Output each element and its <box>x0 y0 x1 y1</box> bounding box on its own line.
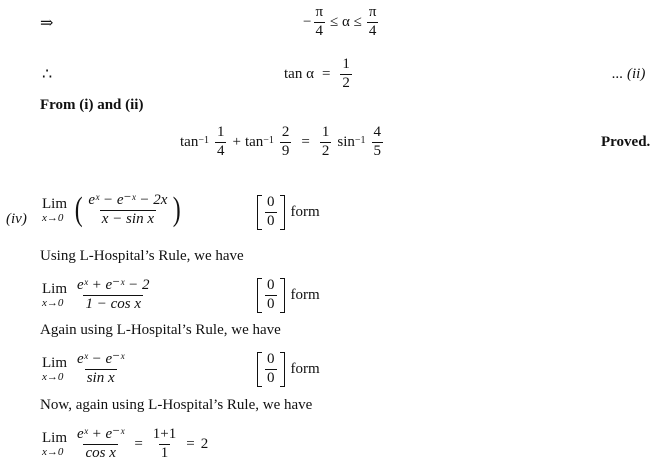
fraction-denominator: 0 <box>267 369 275 386</box>
indeterminate-form-3 <box>257 352 320 387</box>
fraction-denominator: 1 − cos x <box>85 295 141 312</box>
fraction-numerator: eˣ + e⁻ˣ <box>77 426 125 442</box>
alpha-range-inequality <box>303 5 380 40</box>
tan-alpha-lhs: tan α <box>284 65 314 82</box>
zero-over-zero-bracket <box>257 278 285 313</box>
inequality-relation: ≤ α ≤ <box>330 13 362 30</box>
limit-operator <box>42 356 67 383</box>
lim-subscript: x→0 <box>42 445 64 458</box>
fraction-numerator: 1 <box>342 56 350 72</box>
fraction-numerator: 0 <box>267 351 275 367</box>
one-quarter-fraction <box>215 125 227 160</box>
step-note-2: Again using L-Hospital’s Rule, we have <box>40 322 281 338</box>
zero-over-zero-bracket <box>257 195 285 230</box>
fraction-denominator: 4 <box>368 22 377 39</box>
fraction-denominator: 1 <box>160 444 169 461</box>
from-i-and-ii-text: From (i) and (ii) <box>40 97 144 113</box>
fraction-denominator: cos x <box>85 444 116 461</box>
lim-word: Lim <box>42 354 67 371</box>
fraction-denominator: 2 <box>342 74 350 91</box>
equals-sign: = <box>321 65 331 82</box>
form-label: form <box>290 286 320 303</box>
fraction-denominator: 4 <box>216 142 225 159</box>
lim-word: Lim <box>42 429 67 446</box>
fraction-numerator: 4 <box>373 124 382 140</box>
fraction-numerator: 1 <box>216 124 225 140</box>
fraction-denominator: 9 <box>281 142 290 159</box>
four-fifths-fraction <box>372 125 384 160</box>
fraction-numerator: 0 <box>267 194 275 210</box>
tan-alpha-equation <box>284 57 354 92</box>
one-half-fraction <box>340 57 352 92</box>
pi-symbol: π <box>315 4 324 20</box>
zero-over-zero-bracket <box>257 352 285 387</box>
fraction-denominator: 0 <box>267 212 275 229</box>
minus-sign: − <box>303 13 312 30</box>
limit-operator <box>42 282 67 309</box>
limit-fraction-4 <box>75 427 126 462</box>
equals-sign: = <box>301 133 310 150</box>
step-note-1: Using L-Hospital’s Rule, we have <box>40 248 244 264</box>
fraction-numerator: eˣ − e⁻ˣ − 2x <box>88 192 168 208</box>
fraction-denominator: 4 <box>315 22 323 39</box>
limit-operator <box>42 431 67 458</box>
equals-sign: = <box>134 435 143 452</box>
left-paren: ( <box>74 191 83 229</box>
limit-fraction-1 <box>86 193 169 228</box>
fraction-numerator: 2 <box>281 124 290 140</box>
limit-step-2 <box>42 278 153 313</box>
neg-pi-over-4-fraction <box>313 5 325 40</box>
fraction-numerator: 1 <box>321 124 330 140</box>
equals-sign: = <box>186 435 195 452</box>
fraction-denominator: x − sin x <box>101 210 154 227</box>
tan-function: tan <box>180 133 199 150</box>
limit-fraction-2 <box>75 278 151 313</box>
limit-step-4 <box>42 427 208 462</box>
form-label: form <box>290 203 320 220</box>
zero-over-zero <box>265 278 277 313</box>
plus-sign: + <box>232 133 241 150</box>
step-note-3: Now, again using L-Hospital’s Rule, we have <box>40 397 313 413</box>
lim-subscript: x→0 <box>42 296 64 309</box>
indeterminate-form-2 <box>257 278 320 313</box>
right-paren: ) <box>173 191 182 229</box>
zero-over-zero <box>265 195 277 230</box>
zero-over-zero <box>265 352 277 387</box>
limit-operator <box>42 197 67 224</box>
lim-subscript: x→0 <box>42 370 64 383</box>
fraction-denominator: 5 <box>373 142 382 159</box>
final-result: 2 <box>200 435 209 452</box>
equation-tag-ii: ... (ii) <box>612 66 646 82</box>
one-half-fraction <box>320 125 332 160</box>
lim-word: Lim <box>42 195 67 212</box>
sin-function: sin <box>337 133 355 150</box>
fraction-numerator: 0 <box>267 277 275 293</box>
fraction-numerator: eˣ − e⁻ˣ <box>77 351 125 367</box>
pi-symbol: π <box>368 4 377 20</box>
tan-function: tan <box>244 133 264 150</box>
fraction-numerator: eˣ + e⁻ˣ − 2 <box>77 277 150 293</box>
form-label: form <box>290 360 320 377</box>
limit-fraction-3 <box>75 352 126 387</box>
therefore-symbol: ∴ <box>42 66 53 83</box>
lim-subscript: x→0 <box>42 211 64 224</box>
implies-arrow: ⇒ <box>40 15 54 32</box>
limit-step-3 <box>42 352 128 387</box>
result-fraction <box>151 427 178 462</box>
inverse-tan-identity: tan $^{-1}$ $\frac{1}{4}$ + tan $^{-1}$ $\frac{2}{9}$ = $\frac{1}{2}$ sin $^{-1}$ $\frac{4}{5}$ <box>180 124 382 159</box>
fraction-numerator: 1+1 <box>152 426 177 442</box>
fraction-denominator: sin x <box>86 369 115 386</box>
fraction-denominator: 2 <box>321 142 330 159</box>
two-ninths-fraction <box>280 125 292 160</box>
proved-label: Proved. <box>601 134 651 150</box>
part-iv-label: (iv) <box>6 211 27 227</box>
limit-step-1 <box>42 193 183 228</box>
pi-over-4-fraction <box>367 5 379 40</box>
lim-word: Lim <box>42 280 67 297</box>
fraction-denominator: 0 <box>267 295 275 312</box>
indeterminate-form-1 <box>257 195 320 230</box>
